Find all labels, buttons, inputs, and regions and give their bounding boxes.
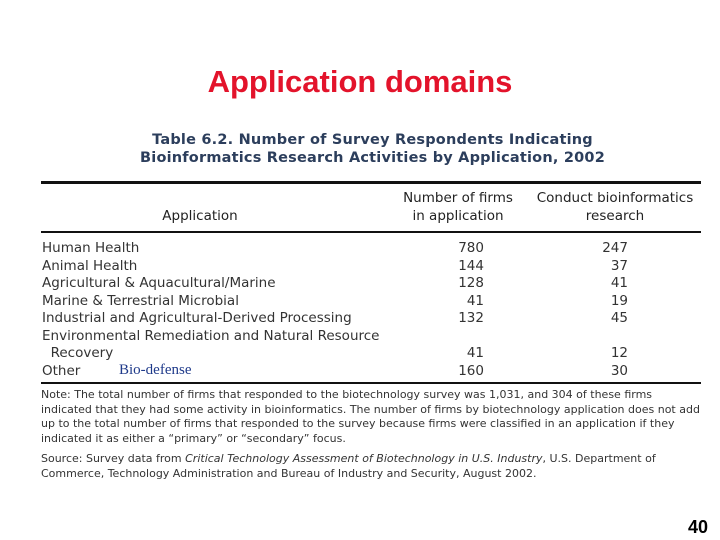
cell-application: Marine & Terrestrial Microbial	[42, 292, 239, 309]
page-number: 40	[687, 517, 708, 537]
table-title-line1: Table 6.2. Number of Survey Respondents Indicating	[152, 132, 593, 148]
cell-application: Other	[42, 362, 81, 379]
cell-firms: 132	[458, 310, 484, 326]
source-title: Critical Technology Assessment of Biotechnology in U.S. Industry	[185, 452, 543, 465]
header-firms: Number of firms in application	[403, 190, 513, 224]
cell-conduct: 41	[610, 275, 628, 291]
cell-firms: 144	[458, 257, 484, 274]
table-note: Note: The total number of firms that responded to the biotechnology survey was 1,031, and 304 of these firms indicated that they had some activity in bioinformatics. The number of firms by biotechnology application does not add up to the total number of firms that responded to the survey because firms were classified in an application if they indicated it as either a “primary” or “secondary” focus.	[41, 388, 700, 445]
cell-application: Industrial and Agricultural-Derived Processing	[42, 310, 352, 326]
cell-firms: 128	[458, 275, 484, 291]
table-row	[42, 258, 692, 276]
cell-application: Recovery	[42, 345, 114, 361]
cell-conduct: 247	[602, 240, 628, 256]
header-rule	[41, 231, 701, 233]
table-row	[42, 310, 692, 328]
cell-application: Agricultural & Aquacultural/Marine	[42, 275, 276, 291]
table-row	[42, 345, 692, 363]
table-row	[42, 240, 692, 258]
slide-title: Application domains	[207, 64, 513, 99]
cell-firms: 41	[466, 345, 484, 361]
header-conduct: Conduct bioinformatics research	[536, 190, 694, 224]
table-row	[42, 293, 692, 311]
header-application: Application	[162, 208, 238, 224]
cell-firms: 780	[458, 240, 484, 256]
table-top-rule	[41, 181, 701, 184]
source-suffix: , U.S. Department of Commerce, Technology Administration and Bureau of Industry and Security, August 2002.	[41, 452, 656, 480]
table-bottom-rule	[41, 382, 701, 384]
cell-application: Environmental Remediation and Natural Resource	[42, 327, 380, 344]
table-row	[42, 328, 692, 346]
cell-firms: 41	[466, 292, 484, 309]
source-prefix: Source: Survey data from	[41, 452, 186, 465]
bio-defense-annotation: Bio-defense	[119, 362, 192, 378]
cell-conduct: 37	[610, 257, 628, 274]
cell-application: Human Health	[42, 240, 140, 256]
cell-application: Animal Health	[42, 257, 138, 274]
cell-firms: 160	[458, 362, 484, 379]
table-row	[42, 275, 692, 293]
cell-conduct: 19	[610, 292, 628, 309]
cell-conduct: 30	[610, 362, 628, 379]
table-source	[41, 452, 701, 481]
cell-conduct: 12	[610, 345, 628, 361]
cell-conduct: 45	[610, 310, 628, 326]
table-title-line2: Bioinformatics Research Activities by Application, 2002	[140, 150, 605, 166]
